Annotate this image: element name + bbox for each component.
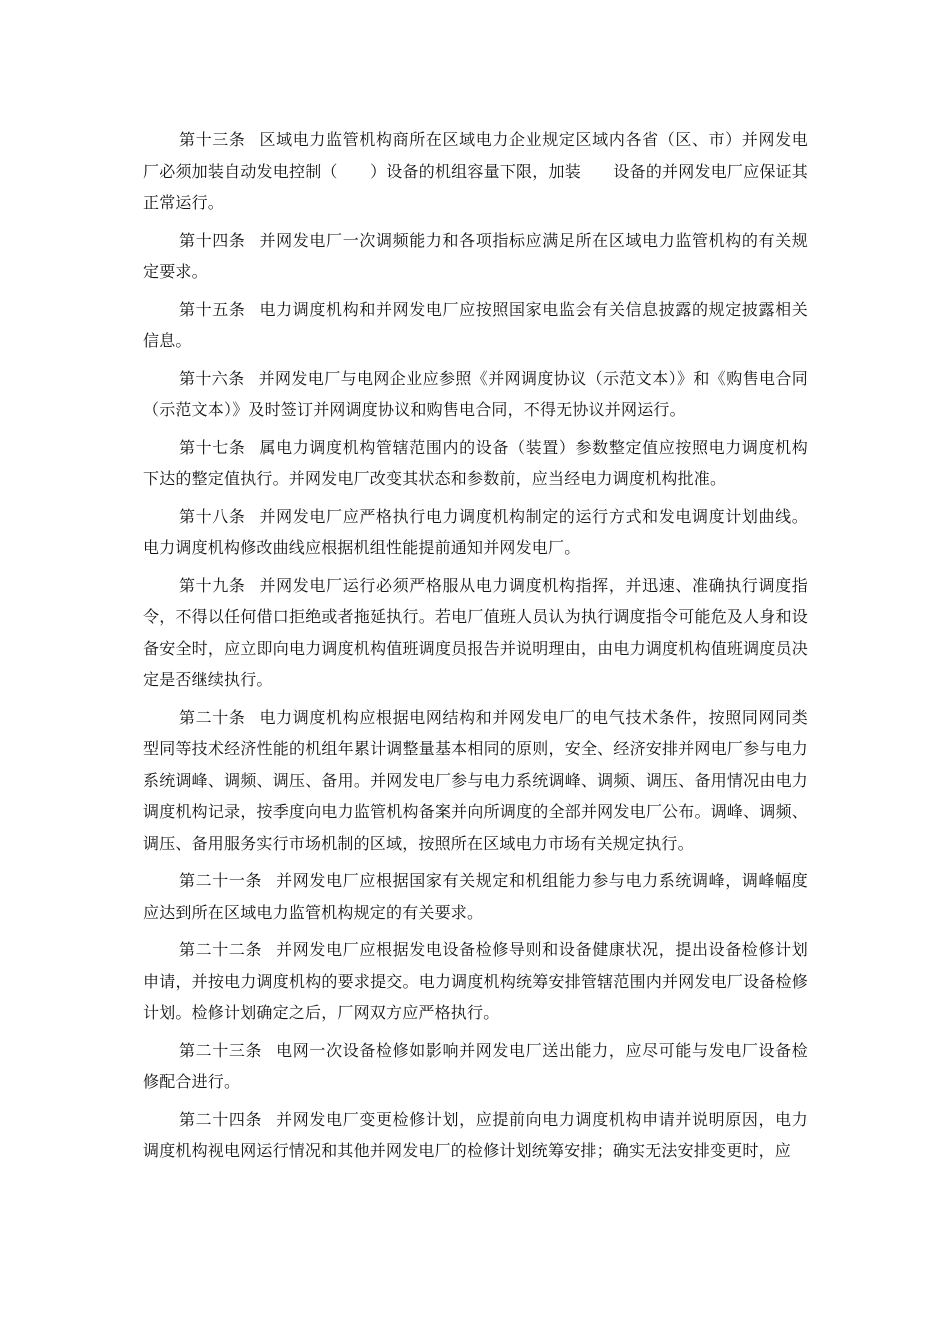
article-text: 属电力调度机构管辖范围内的设备（装置）参数整定值应按照电力调度机构下达的整定值执行。并网发电厂改变其状态和参数前，应当经电力调度机构批准。 [143,437,808,488]
article-15 [143,294,808,357]
article-number: 第十七条 [179,437,246,457]
article-text: 并网发电厂应严格执行电力调度机构制定的运行方式和发电调度计划曲线。电力调度机构修改曲线应根据机组性能提前通知并网发电厂。 [143,506,808,557]
article-number: 第十三条 [179,130,246,149]
article-21 [143,865,808,928]
article-number: 第十九条 [179,575,246,595]
article-text: 电网一次设备检修如影响并网发电厂送出能力，应尽可能与发电厂设备检修配合进行。 [143,1040,808,1091]
article-24 [143,1104,808,1167]
article-text: 电力调度机构应根据电网结构和并网发电厂的电气技术条件，按照同网同类型同等技术经济性能的机组年累计调整量基本相同的原则，安全、经济安排并网电厂参与电力系统调峰、调频、调压、备用。并网发电厂参与电力系统调峰、调频、调压、备用情况由电力调度机构记录，按季度向电力监管机构备案并向所调度的全部并网发电厂公布。调峰、调频、调压、备用服务实行市场机制的区域，按照所在区域电力市场有关规定执行。 [143,707,808,853]
article-text: 并网发电厂应根据国家有关规定和机组能力参与电力系统调峰，调峰幅度应达到所在区域电力监管机构规定的有关要求。 [143,871,808,922]
article-14 [143,225,808,288]
article-number: 第十八条 [179,506,246,526]
article-text: 并网发电厂变更检修计划，应提前向电力调度机构申请并说明原因，电力调度机构视电网运行情况和其他并网发电厂的检修计划统筹安排；确实无法安排变更时，应 [143,1109,808,1160]
article-text: 并网发电厂运行必须严格服从电力调度机构指挥，并迅速、准确执行调度指令，不得以任何借口拒绝或者拖延执行。若电厂值班人员认为执行调度指令可能危及人身和设备安全时，应立即向电力调度机构值班调度员报告并说明理由，由电力调度机构值班调度员决定是否继续执行。 [143,575,808,689]
article-13 [143,124,808,219]
article-number: 第二十条 [179,707,246,727]
document-page [143,124,808,1173]
article-number: 第十五条 [179,299,246,319]
article-text: 区域电力监管机构商所在区域电力企业规定区域内各省（区、市）并网发电厂必须加装自动发电控制（ ）设备的机组容量下限，加装 设备的并网发电厂应保证其正常运行。 [143,130,808,212]
article-17 [143,432,808,495]
article-number: 第二十三条 [179,1040,263,1060]
article-number: 第二十一条 [179,871,263,890]
article-22 [143,934,808,1029]
article-16 [143,363,808,426]
article-number: 第十四条 [179,230,246,250]
article-23 [143,1035,808,1098]
article-text: 并网发电厂一次调频能力和各项指标应满足所在区域电力监管机构的有关规定要求。 [143,230,808,281]
article-text: 并网发电厂应根据发电设备检修导则和设备健康状况，提出设备检修计划申请，并按电力调度机构的要求提交。电力调度机构统筹安排管辖范围内并网发电厂设备检修计划。检修计划确定之后，厂网双方应严格执行。 [143,940,808,1022]
article-19 [143,570,808,696]
article-text: 电力调度机构和并网发电厂应按照国家电监会有关信息披露的规定披露相关信息。 [143,299,808,350]
article-number: 第二十四条 [179,1109,263,1129]
article-20 [143,702,808,860]
article-text: 并网发电厂与电网企业应参照《并网调度协议（示范文本）》和《购售电合同（示范文本）》及时签订并网调度协议和购售电合同，不得无协议并网运行。 [143,368,808,419]
article-number: 第二十二条 [179,940,263,959]
article-number: 第十六条 [179,368,245,388]
article-18 [143,501,808,564]
